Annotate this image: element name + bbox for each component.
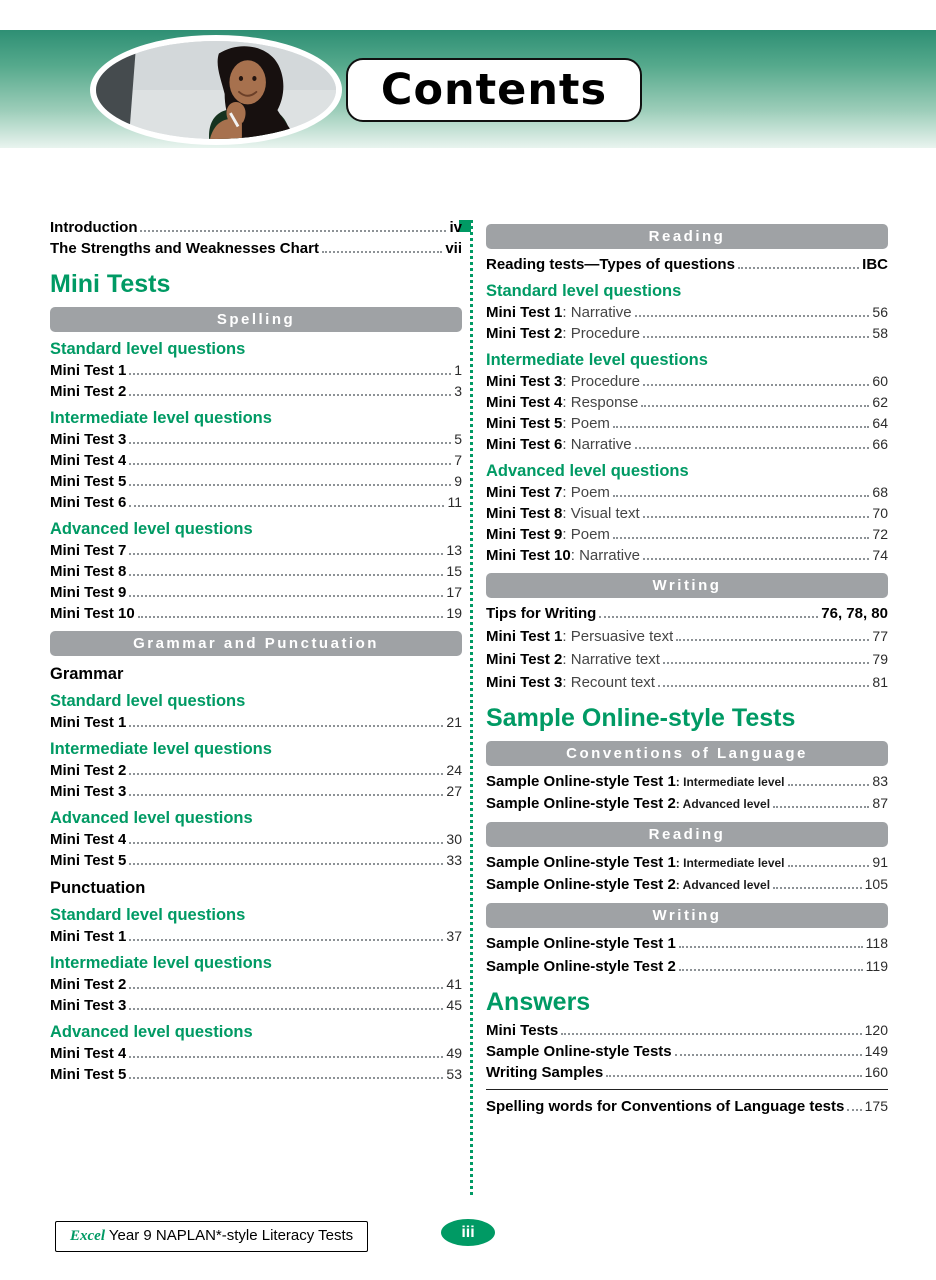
page-number: 175 <box>864 1098 888 1114</box>
toc-entry-label: Mini Test 2 <box>50 762 127 779</box>
section-bar: Writing <box>486 573 888 598</box>
toc-entry <box>50 562 462 581</box>
toc-entry <box>486 546 888 565</box>
toc-entry-label: Reading tests—Types of questions <box>486 256 735 273</box>
toc-entry-label: Sample Online-style Test 2: Advanced level <box>486 876 771 893</box>
subsection-heading: Punctuation <box>50 879 146 897</box>
page-number: 91 <box>872 854 888 870</box>
toc-entry <box>486 853 888 873</box>
toc-entry-label: Mini Test 2: Procedure <box>486 325 640 342</box>
dotted-leader <box>613 414 869 428</box>
toc-entry-label: Mini Test 4 <box>50 1045 127 1062</box>
dotted-leader <box>129 761 443 775</box>
level-heading: Standard level questions <box>50 692 246 710</box>
footer-book-title-rest: Year 9 NAPLAN*-style Literacy Tests <box>105 1227 354 1244</box>
page-number: 41 <box>446 976 462 992</box>
toc-entry <box>486 303 888 322</box>
page-number: 160 <box>864 1064 888 1080</box>
dotted-leader <box>658 673 869 687</box>
right-column <box>486 216 888 1118</box>
dotted-leader <box>129 1044 443 1058</box>
page-number: 70 <box>872 505 888 521</box>
dotted-leader <box>561 1021 861 1035</box>
dotted-leader <box>675 1042 862 1056</box>
page-number: 21 <box>446 714 462 730</box>
toc-entry-label: Sample Online-style Test 1: Intermediate level <box>486 773 785 790</box>
toc-entry-label: Mini Test 4 <box>50 452 127 469</box>
dotted-leader <box>129 493 444 507</box>
dotted-leader <box>129 361 451 375</box>
section-bar: Grammar and Punctuation <box>50 631 462 656</box>
dotted-leader <box>129 472 451 486</box>
page-number: 17 <box>446 584 462 600</box>
toc-entry-label: Mini Test 2: Narrative text <box>486 651 660 668</box>
page-number: 62 <box>872 394 888 410</box>
dotted-leader <box>129 927 443 941</box>
page-number: 27 <box>446 783 462 799</box>
toc-entry-label: Mini Test 4 <box>50 831 127 848</box>
toc-entry <box>486 435 888 454</box>
dotted-leader <box>129 975 443 989</box>
toc-entry-label: Mini Test 8 <box>50 563 127 580</box>
toc-entry <box>486 627 888 646</box>
page-number: 64 <box>872 415 888 431</box>
toc-entry-label: Mini Test 3 <box>50 783 127 800</box>
toc-entry-label: Mini Test 1: Narrative <box>486 304 632 321</box>
page-number: 149 <box>864 1043 888 1059</box>
toc-entry-label: Mini Test 6: Narrative <box>486 436 632 453</box>
toc-entry-label: Mini Test 1 <box>50 362 127 379</box>
student-photo-illustration <box>96 41 336 139</box>
level-heading: Intermediate level questions <box>50 740 272 758</box>
toc-entry-label: Mini Test 1: Persuasive text <box>486 628 674 645</box>
dotted-leader <box>613 525 869 539</box>
toc-entry <box>486 673 888 692</box>
page-number: 81 <box>872 674 888 690</box>
page-number: 53 <box>446 1066 462 1082</box>
dotted-leader <box>679 957 863 971</box>
toc-entry <box>50 430 462 449</box>
page-number: 7 <box>454 452 462 468</box>
section-bar: Reading <box>486 822 888 847</box>
toc-entry-label: Mini Test 2 <box>50 976 127 993</box>
dotted-leader <box>599 604 818 618</box>
toc-entry-label: Introduction <box>50 219 138 236</box>
dotted-leader <box>643 504 870 518</box>
dotted-leader <box>606 1063 861 1077</box>
toc-entry <box>486 1021 888 1040</box>
toc-entry <box>50 472 462 491</box>
page-number: iii <box>461 1223 475 1241</box>
section-bar: Reading <box>486 224 888 249</box>
toc-entry <box>486 957 888 976</box>
toc-entry <box>486 414 888 433</box>
toc-entry-label: Mini Test 8: Visual text <box>486 505 640 522</box>
dotted-leader <box>643 324 869 338</box>
dotted-leader <box>773 875 862 889</box>
page-number: 37 <box>446 928 462 944</box>
page-number: 15 <box>446 563 462 579</box>
column-divider <box>470 220 473 1195</box>
page-number: 74 <box>872 547 888 563</box>
toc-entry <box>50 761 462 780</box>
toc-entry-label: Mini Test 5 <box>50 473 127 490</box>
toc-entry <box>486 1097 888 1116</box>
dotted-leader <box>129 562 443 576</box>
page-number: 105 <box>864 876 888 892</box>
level-heading: Intermediate level questions <box>50 409 272 427</box>
toc-entry-label: Mini Test 3 <box>50 997 127 1014</box>
page-number: 60 <box>872 373 888 389</box>
page-number: 68 <box>872 484 888 500</box>
dotted-leader <box>129 996 443 1010</box>
page-number: 66 <box>872 436 888 452</box>
level-heading: Advanced level questions <box>50 809 253 827</box>
section-title: Mini Tests <box>50 270 171 298</box>
page-number: 72 <box>872 526 888 542</box>
toc-entry <box>50 541 462 560</box>
toc-entry-label: Mini Test 7: Poem <box>486 484 610 501</box>
page-number: 79 <box>872 651 888 667</box>
dotted-leader <box>635 435 870 449</box>
dotted-leader <box>129 713 443 727</box>
toc-entry <box>486 372 888 391</box>
toc-entry <box>50 583 462 602</box>
toc-entry-label: Sample Online-style Test 1 <box>486 935 676 952</box>
dotted-leader <box>788 853 870 867</box>
page-number: 119 <box>865 958 888 974</box>
left-column <box>50 216 462 1086</box>
page-number: 5 <box>454 431 462 447</box>
toc-entry-label: The Strengths and Weaknesses Chart <box>50 240 319 257</box>
page-number: 77 <box>872 628 888 644</box>
toc-entry-label: Sample Online-style Test 2: Advanced level <box>486 795 771 812</box>
page-title: Contents <box>380 65 608 115</box>
page-number: 76, 78, 80 <box>821 605 888 622</box>
page-number: 9 <box>454 473 462 489</box>
dotted-leader <box>773 794 869 808</box>
toc-entry <box>486 504 888 523</box>
toc-entry <box>50 851 462 870</box>
page-number: IBC <box>862 256 888 273</box>
toc-entry-label: Mini Test 5: Poem <box>486 415 610 432</box>
page-number: 118 <box>865 935 888 951</box>
page-number-badge <box>441 1219 495 1246</box>
level-heading: Intermediate level questions <box>50 954 272 972</box>
toc-entry <box>486 934 888 953</box>
dotted-leader <box>129 430 451 444</box>
level-heading: Standard level questions <box>50 340 246 358</box>
toc-entry <box>50 975 462 994</box>
toc-entry <box>50 996 462 1015</box>
toc-entry-label: Sample Online-style Tests <box>486 1043 672 1060</box>
toc-entry <box>50 1065 462 1084</box>
toc-entry-label: Spelling words for Conventions of Language tests <box>486 1098 845 1115</box>
page-number: 19 <box>446 605 462 621</box>
toc-entry-label: Sample Online-style Test 2 <box>486 958 676 975</box>
level-heading: Standard level questions <box>50 906 246 924</box>
level-heading: Advanced level questions <box>50 1023 253 1041</box>
toc-entry-label: Sample Online-style Test 1: Intermediate level <box>486 854 785 871</box>
level-heading: Standard level questions <box>486 282 682 300</box>
toc-entry <box>486 525 888 544</box>
level-heading: Advanced level questions <box>50 520 253 538</box>
page-number: 120 <box>864 1022 888 1038</box>
section-title: Answers <box>486 988 591 1016</box>
dotted-leader <box>129 451 451 465</box>
toc-entry <box>50 382 462 401</box>
dotted-leader <box>129 851 443 865</box>
page-number: 13 <box>446 542 462 558</box>
student-photo <box>90 35 342 145</box>
page-number: 87 <box>872 795 888 811</box>
toc-entry <box>50 361 462 380</box>
dotted-leader <box>679 934 863 948</box>
section-bar: Conventions of Language <box>486 741 888 766</box>
dotted-leader <box>613 483 869 497</box>
toc-entry <box>486 393 888 412</box>
toc-entry-label: Mini Test 5 <box>50 1066 127 1083</box>
dotted-leader <box>138 604 444 618</box>
subsection-heading: Grammar <box>50 665 124 683</box>
divider-rule <box>486 1089 888 1090</box>
dotted-leader <box>129 782 443 796</box>
dotted-leader <box>643 546 869 560</box>
toc-entry <box>50 604 462 623</box>
page-number: 58 <box>872 325 888 341</box>
toc-entry <box>486 255 888 274</box>
toc-entry <box>486 1063 888 1082</box>
toc-entry <box>50 782 462 801</box>
dotted-leader <box>641 393 869 407</box>
toc-entry <box>486 483 888 502</box>
toc-entry <box>486 1042 888 1061</box>
toc-entry-label: Mini Test 10: Narrative <box>486 547 640 564</box>
level-heading: Intermediate level questions <box>486 351 708 369</box>
toc-entry-label: Mini Test 10 <box>50 605 135 622</box>
toc-entry-label: Mini Test 7 <box>50 542 127 559</box>
page-number: 24 <box>446 762 462 778</box>
page-number: 1 <box>454 362 462 378</box>
toc-entry-label: Mini Test 4: Response <box>486 394 639 411</box>
toc-entry <box>486 875 888 895</box>
dotted-leader <box>322 239 442 253</box>
dotted-leader <box>643 372 869 386</box>
toc-entry-label: Mini Test 6 <box>50 494 127 511</box>
page-number: 30 <box>446 831 462 847</box>
toc-entry <box>486 772 888 792</box>
dotted-leader <box>788 772 870 786</box>
toc-entry-label: Mini Test 9 <box>50 584 127 601</box>
toc-entry <box>50 830 462 849</box>
toc-entry <box>486 604 888 623</box>
toc-entry <box>486 324 888 343</box>
dotted-leader <box>676 627 869 641</box>
toc-entry <box>50 493 462 512</box>
toc-entry <box>50 1044 462 1063</box>
dotted-leader <box>738 255 859 269</box>
page-number: 11 <box>447 494 462 510</box>
dotted-leader <box>140 218 446 232</box>
toc-entry-label: Mini Test 9: Poem <box>486 526 610 543</box>
dotted-leader <box>129 541 443 555</box>
toc-entry-label: Mini Test 1 <box>50 928 127 945</box>
section-bar: Writing <box>486 903 888 928</box>
page-number: 56 <box>872 304 888 320</box>
toc-entry-label: Tips for Writing <box>486 605 597 622</box>
toc-entry <box>486 650 888 669</box>
section-bar: Spelling <box>50 307 462 332</box>
dotted-leader <box>129 382 451 396</box>
footer-book-title <box>55 1221 368 1252</box>
toc-entry <box>50 239 462 258</box>
toc-entry-label: Writing Samples <box>486 1064 604 1081</box>
toc-entry <box>486 794 888 814</box>
toc-entry-label: Mini Test 2 <box>50 383 127 400</box>
section-title: Sample Online-style Tests <box>486 704 796 732</box>
toc-entry-label: Mini Test 3: Procedure <box>486 373 640 390</box>
page-number: iv <box>449 219 462 236</box>
dotted-leader <box>129 583 443 597</box>
page-title-box <box>346 58 642 122</box>
page-number: 3 <box>454 383 462 399</box>
page-number: 83 <box>872 773 888 789</box>
page-number: 45 <box>446 997 462 1013</box>
toc-entry-label: Mini Tests <box>486 1022 559 1039</box>
dotted-leader <box>663 650 869 664</box>
level-heading: Advanced level questions <box>486 462 689 480</box>
toc-entry <box>50 451 462 470</box>
toc-entry <box>50 713 462 732</box>
dotted-leader <box>847 1097 861 1111</box>
toc-entry-label: Mini Test 1 <box>50 714 127 731</box>
footer-book-title-excel: Excel <box>70 1228 105 1244</box>
page-number: vii <box>445 240 462 257</box>
toc-entry-label: Mini Test 5 <box>50 852 127 869</box>
toc-entry-label: Mini Test 3: Recount text <box>486 674 655 691</box>
page-number: 33 <box>446 852 462 868</box>
dotted-leader <box>129 830 443 844</box>
dotted-leader <box>129 1065 443 1079</box>
dotted-leader <box>635 303 870 317</box>
toc-entry <box>50 927 462 946</box>
toc-entry-label: Mini Test 3 <box>50 431 127 448</box>
page-number: 49 <box>446 1045 462 1061</box>
toc-entry <box>50 218 462 237</box>
